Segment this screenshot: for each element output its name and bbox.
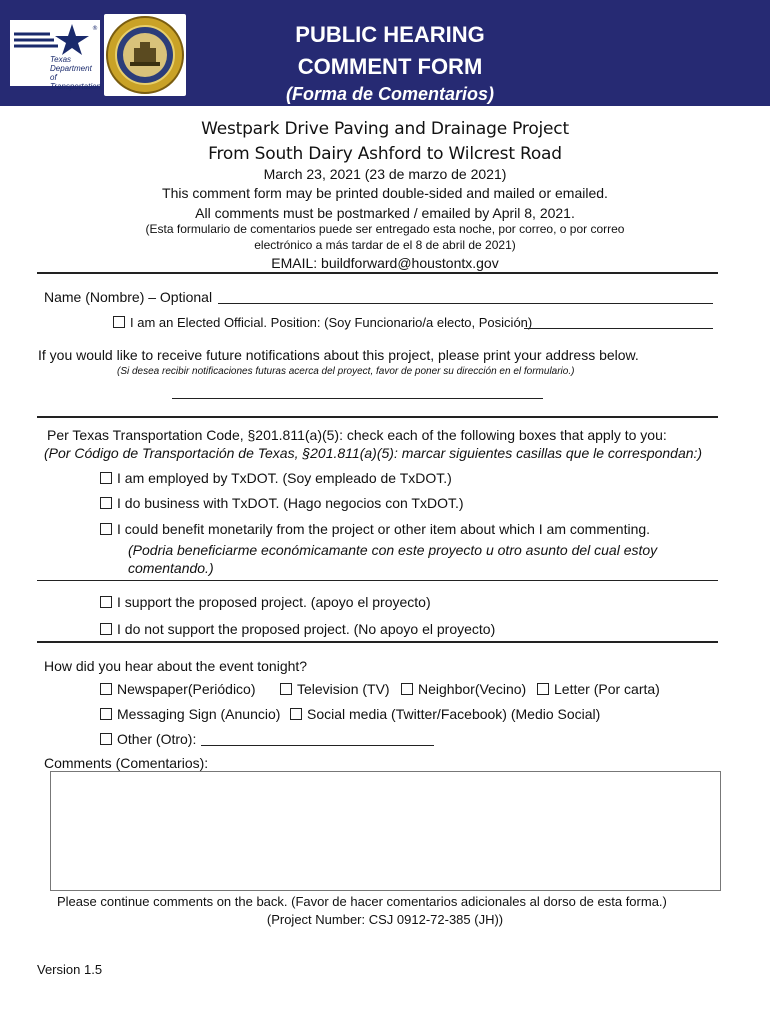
checkbox[interactable] bbox=[100, 596, 112, 608]
txdot-logo bbox=[10, 20, 101, 91]
checkbox[interactable] bbox=[401, 683, 413, 695]
houston-seal-icon bbox=[104, 14, 186, 96]
deadline-note: All comments must be postmarked / emailed by April 8, 2021. bbox=[195, 205, 575, 221]
option-employed-by-txdot[interactable]: I am employed by TxDOT. (Soy empleado de TxDOT.) bbox=[100, 470, 452, 486]
option-oppose-project[interactable]: I do not support the proposed project. (No apoyo el proyecto) bbox=[100, 621, 495, 637]
city-of-houston-seal bbox=[104, 14, 186, 96]
checkbox[interactable] bbox=[537, 683, 549, 695]
version-label: Version 1.5 bbox=[37, 962, 103, 977]
continue-note: Please continue comments on the back. (Favor de hacer comentarios adicionales al dorso de esta forma.) bbox=[57, 894, 667, 909]
hear-question: How did you hear about the event tonight? bbox=[44, 658, 308, 674]
txdot-logo-text: Texas Department of Transportation bbox=[50, 55, 101, 91]
checkbox[interactable] bbox=[100, 472, 112, 484]
project-limits: From South Dairy Ashford to Wilcrest Road bbox=[208, 144, 562, 164]
option-other[interactable]: Other (Otro): bbox=[100, 731, 196, 747]
checkbox[interactable] bbox=[100, 523, 112, 535]
checkbox[interactable] bbox=[100, 623, 112, 635]
spanish-note-1: (Esta formulario de comentarios puede ser entregado esta noche, por correo, o por correo bbox=[145, 222, 625, 236]
disclosure-statement: Per Texas Transportation Code, §201.811(a)(5): check each of the following boxes that apply to you: bbox=[47, 427, 667, 443]
disclosure-statement-spanish: (Por Código de Transportación de Texas, §201.811(a)(5): marcar siguientes casillas que le correspondan:) bbox=[44, 445, 703, 461]
option-neighbor[interactable]: Neighbor(Vecino) bbox=[401, 681, 526, 697]
elected-official-option[interactable]: I am an Elected Official. Position: (Soy Funcionario/a electo, Posición) bbox=[113, 314, 532, 330]
comments-textarea[interactable] bbox=[50, 771, 721, 891]
form-title-line2: COMMENT FORM bbox=[297, 54, 483, 79]
divider bbox=[37, 580, 718, 581]
name-label: Name (Nombre) – Optional bbox=[44, 289, 213, 305]
option-monetary-benefit[interactable]: I could benefit monetarily from the project or other item about which I am commenting. bbox=[100, 521, 650, 537]
comments-label: Comments (Comentarios): bbox=[44, 755, 209, 771]
address-input-line[interactable] bbox=[172, 398, 543, 399]
checkbox[interactable] bbox=[280, 683, 292, 695]
option-television[interactable]: Television (TV) bbox=[280, 681, 390, 697]
option-social-media[interactable]: Social media (Twitter/Facebook) (Medio Social) bbox=[290, 706, 600, 722]
option-newspaper[interactable]: Newspaper(Periódico) bbox=[100, 681, 256, 697]
project-title: Westpark Drive Paving and Drainage Project bbox=[201, 119, 569, 139]
hearing-date: March 23, 2021 (23 de marzo de 2021) bbox=[263, 166, 507, 182]
checkbox[interactable] bbox=[290, 708, 302, 720]
checkbox[interactable] bbox=[100, 497, 112, 509]
form-title-line1: PUBLIC HEARING bbox=[295, 22, 485, 47]
project-number: (Project Number: CSJ 0912-72-385 (JH)) bbox=[266, 912, 504, 927]
svg-text:®: ® bbox=[92, 25, 98, 32]
divider bbox=[37, 272, 718, 274]
mail-note: This comment form may be printed double-sided and mailed or emailed. bbox=[162, 185, 608, 201]
checkbox[interactable] bbox=[100, 733, 112, 745]
notifications-text: If you would like to receive future notifications about this project, please print your address below. bbox=[38, 347, 639, 363]
option-monetary-benefit-spanish-2: comentando.) bbox=[128, 560, 214, 576]
notifications-spanish: (Si desea recibir notificaciones futuras acerca del proyect, favor de poner su dirección en el formulario.) bbox=[117, 366, 575, 377]
checkbox[interactable] bbox=[100, 683, 112, 695]
name-input-line[interactable] bbox=[218, 303, 713, 304]
option-letter[interactable]: Letter (Por carta) bbox=[537, 681, 660, 697]
elected-official-checkbox[interactable] bbox=[113, 316, 125, 328]
checkbox[interactable] bbox=[100, 708, 112, 720]
form-subtitle: (Forma de Comentarios) bbox=[285, 84, 495, 104]
option-support-project[interactable]: I support the proposed project. (apoyo el proyecto) bbox=[100, 594, 431, 610]
option-monetary-benefit-spanish-1: (Podria beneficiarme económicamante con este proyecto u otro asunto del cual estoy bbox=[128, 542, 658, 558]
option-business-with-txdot[interactable]: I do business with TxDOT. (Hago negocios con TxDOT.) bbox=[100, 495, 464, 511]
email-address[interactable]: EMAIL: buildforward@houstontx.gov bbox=[271, 255, 499, 271]
other-input-line[interactable] bbox=[201, 745, 434, 746]
option-messaging-sign[interactable]: Messaging Sign (Anuncio) bbox=[100, 706, 280, 722]
spanish-note-2: electrónico a más tardar de el 8 de abril de 2021) bbox=[254, 238, 516, 252]
position-input-line[interactable] bbox=[524, 328, 713, 329]
divider bbox=[37, 416, 718, 418]
divider bbox=[37, 641, 718, 643]
